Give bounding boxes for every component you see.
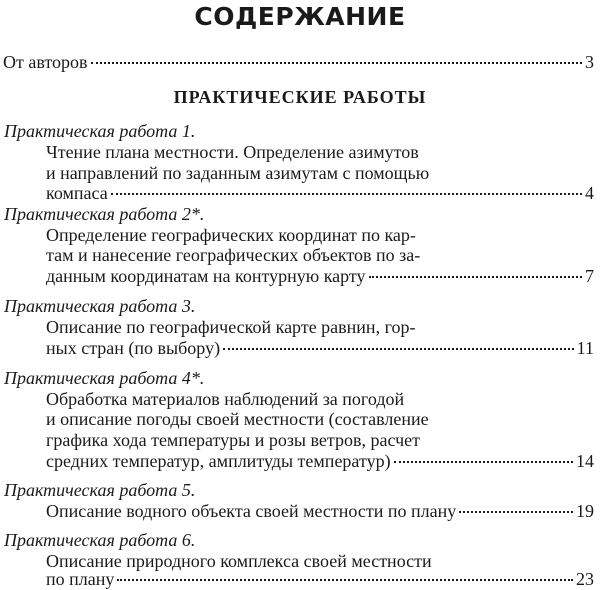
toc-entry-line: и направлений по заданным азимутам с помощью — [46, 163, 430, 183]
toc-entry-heading: Практическая работа 5. — [4, 480, 196, 500]
toc-entry-label: по плану — [46, 569, 115, 589]
toc-entry-heading: Практическая работа 2*. — [4, 204, 205, 224]
toc-entry-heading: Практическая работа 3. — [4, 296, 196, 316]
toc-entry-label: ных стран (по выбору) — [46, 338, 221, 358]
toc-entry-intro[interactable] — [3, 51, 594, 73]
leader-dots — [91, 62, 582, 64]
toc-entry-work-4[interactable] — [46, 450, 594, 472]
toc-entry-work-6[interactable] — [46, 568, 594, 590]
toc-entry-heading: Практическая работа 1. — [4, 121, 196, 141]
section-title: ПРАКТИЧЕСКИЕ РАБОТЫ — [173, 87, 427, 107]
toc-page-number: 11 — [576, 338, 594, 358]
toc-entry-line: графика хода температуры и розы ветров, расчет — [46, 430, 421, 450]
page-title: СОДЕРЖАНИЕ — [194, 2, 406, 31]
toc-entry-work-3[interactable] — [46, 337, 594, 359]
toc-entry-work-1[interactable] — [46, 182, 594, 204]
leader-dots — [369, 276, 582, 278]
toc-entry-heading: Практическая работа 6. — [4, 530, 196, 550]
toc-page-number: 7 — [585, 266, 594, 286]
leader-dots — [459, 511, 573, 513]
toc-entry-label: Описание водного объекта своей местности по плану — [46, 501, 457, 521]
toc-page-number: 3 — [585, 52, 594, 72]
toc-entry-line: Описание по географической карте равнин, гор- — [46, 317, 416, 337]
toc-page-number: 19 — [576, 501, 594, 521]
toc-entry-line: Чтение плана местности. Определение азимутов — [46, 142, 419, 162]
toc-entry-line: Определение географических координат по кар- — [46, 225, 416, 245]
toc-page-number: 14 — [576, 451, 594, 471]
toc-entry-label: средних температур, амплитуды температур) — [46, 451, 391, 471]
toc-entry-work-5[interactable] — [46, 500, 594, 522]
toc-entry-heading: Практическая работа 4*. — [4, 368, 205, 388]
toc-entry-line: Описание природного комплекса своей местности — [46, 551, 432, 571]
toc-page-number: 4 — [585, 183, 594, 203]
leader-dots — [394, 461, 573, 463]
toc-entry-label: От авторов — [3, 52, 88, 72]
toc-entry-line: Обработка материалов наблюдений за погодой — [46, 389, 405, 409]
toc-page-number: 23 — [576, 569, 594, 589]
leader-dots — [117, 579, 573, 581]
toc-entry-work-2[interactable] — [46, 265, 594, 287]
toc-entry-line: и описание погоды своей местности (составление — [46, 409, 429, 429]
leader-dots — [111, 193, 582, 195]
leader-dots — [223, 348, 574, 350]
toc-entry-line: там и нанесение географических объектов по за- — [46, 245, 421, 265]
toc-entry-label: данным координатам на контурную карту — [46, 266, 366, 286]
toc-entry-label: компаса — [46, 183, 108, 203]
